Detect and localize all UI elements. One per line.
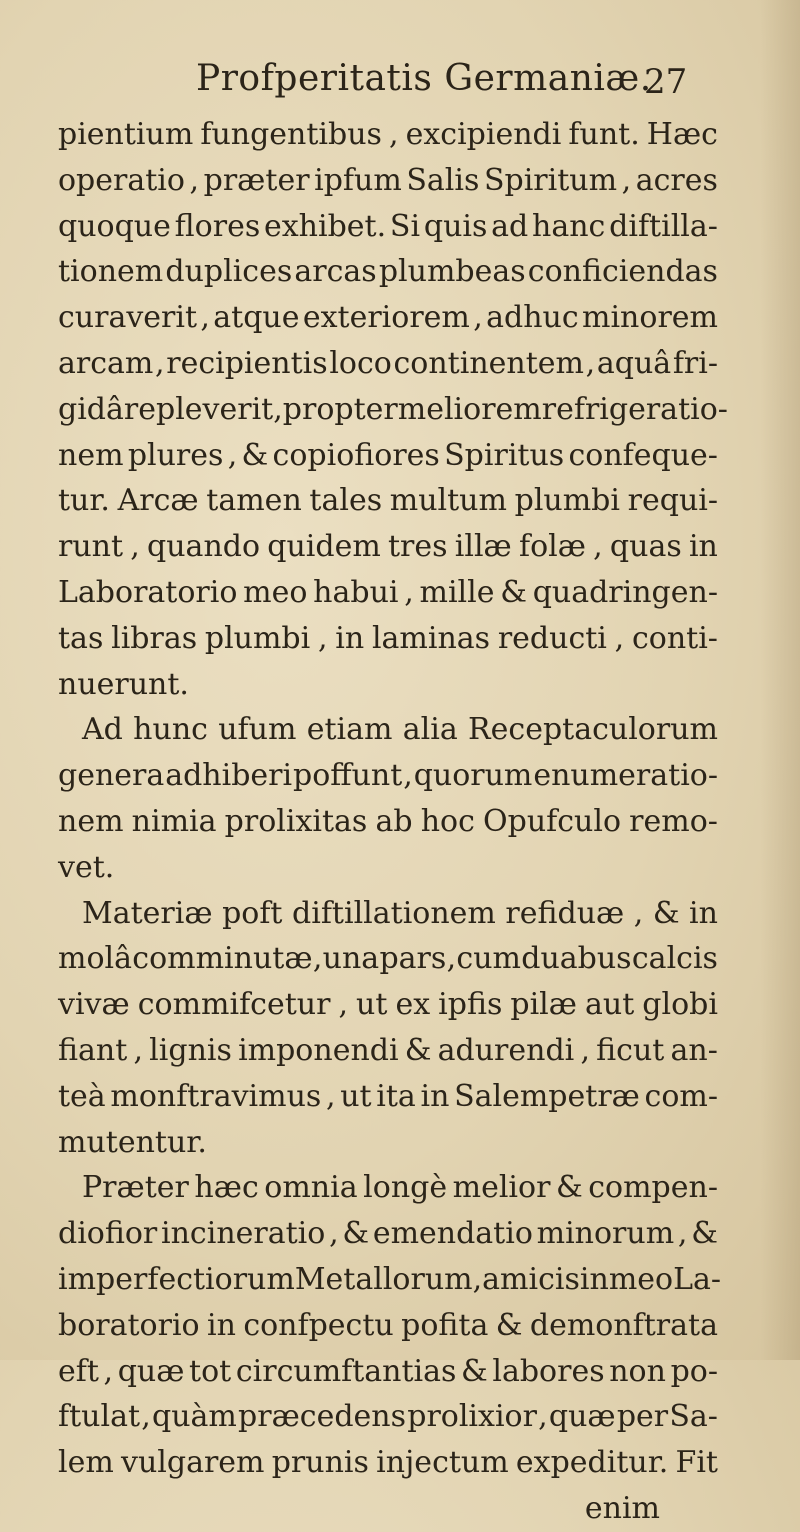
text-line: mutentur.	[58, 1124, 207, 1160]
text-line: nem nimia prolixitas ab hoc Opufculo remo-	[58, 803, 718, 839]
running-title: Profperitatis Germaniæ.	[196, 58, 652, 99]
page-edge-shadow	[760, 0, 800, 1360]
text-line: gidâ repleverit , propter meliorem refrigeratio-	[58, 391, 728, 427]
text-line: operatio , præter ipfum Salis Spiritum , acres	[58, 162, 718, 198]
text-line: Præter hæc omnia longè melior & compen-	[82, 1170, 718, 1206]
page-number: 27	[644, 62, 688, 102]
text-line: vivæ commifcetur , ut ex ipfis pilæ aut globi	[58, 987, 718, 1023]
text-line: pientium fungentibus , excipiendi funt. Hæc	[58, 117, 718, 152]
text-line: lem vulgarem prunis injectum expeditur. Fit	[58, 1445, 718, 1481]
text-line: curaverit , atque exteriorem , adhuc minorem	[58, 300, 718, 336]
text-line: runt , quando quidem tres illæ folæ , quas in	[58, 529, 718, 565]
text-line: tas libras plumbi , in laminas reducti , conti-	[58, 620, 718, 656]
text-line: Laboratorio meo habui , mille & quadringen-	[58, 574, 718, 610]
text-line: Materiæ poft diftillationem refiduæ , & in	[82, 895, 718, 931]
text-line: diofior incineratio , & emendatio minorum , &	[58, 1216, 718, 1252]
body-text	[58, 112, 728, 1532]
text-line: teà monftravimus , ut ita in Salempetræ com-	[58, 1078, 718, 1114]
page-header	[196, 58, 716, 108]
text-line: eft , quæ tot circumftantias & labores non po-	[58, 1353, 718, 1389]
text-line: genera adhiberi poffunt , quorum enumeratio-	[58, 758, 718, 794]
text-line: quoque flores exhibet. Si quis ad hanc diftilla-	[58, 208, 718, 244]
text-line: tionem duplices arcas plumbeas conficiendas	[58, 254, 718, 290]
text-line: Ad hunc ufum etiam alia Receptaculorum	[82, 712, 718, 748]
text-line: nuerunt.	[58, 666, 189, 702]
catchword: enim	[584, 1490, 660, 1526]
text-line: vet.	[58, 849, 115, 885]
text-line: ftulat , quàm præcedens prolixior , quæ per Sa-	[58, 1399, 718, 1435]
text-line: fiant , lignis imponendi & adurendi , ficut an-	[58, 1032, 718, 1068]
text-line: tur. Arcæ tamen tales multum plumbi requi-	[58, 483, 718, 519]
text-line: nem plures , & copiofiores Spiritus confeque-	[58, 437, 718, 473]
text-line: boratorio in confpectu pofita & demonftrata	[58, 1307, 718, 1343]
text-line: imperfectiorum Metallorum , amicis in meo La-	[58, 1261, 722, 1297]
text-line: molâ comminutæ , una pars , cum duabus calcis	[58, 941, 718, 977]
text-line: arcam , recipientis loco continentem , aquâ fri-	[58, 345, 718, 381]
